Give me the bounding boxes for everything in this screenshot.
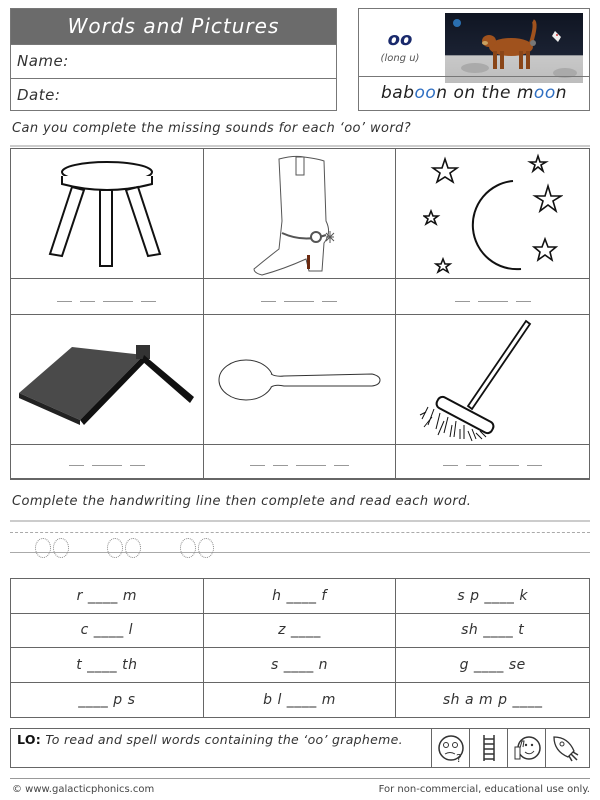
- stool-icon: [42, 154, 172, 274]
- word-cell[interactable]: z ____: [204, 614, 397, 649]
- picture-cell-boot: [204, 149, 397, 279]
- broom-icon: [418, 317, 568, 442]
- letter-blank: [250, 465, 265, 466]
- grapheme-cell: [359, 9, 441, 77]
- letter-blank: [141, 301, 156, 302]
- trace-letter-o: [125, 538, 141, 558]
- letter-blank: [103, 301, 133, 302]
- trace-letter-o: [35, 538, 51, 558]
- letter-blank: [455, 301, 470, 302]
- letter-blank: [273, 465, 288, 466]
- letter-blank: [130, 465, 145, 466]
- word-cell[interactable]: b l ____ m: [204, 683, 397, 718]
- word-cell[interactable]: s p ____ k: [396, 579, 589, 614]
- divider: [10, 145, 590, 147]
- caption-part: bab: [380, 83, 415, 103]
- picture-cell-stool: [11, 149, 204, 279]
- date-field[interactable]: [11, 78, 336, 112]
- footer-copyright: © www.galacticphonics.com: [12, 784, 155, 795]
- thumbs-up-face-icon[interactable]: [507, 729, 545, 767]
- footer-divider: [10, 778, 590, 779]
- caption-highlight: oo: [533, 83, 556, 103]
- letter-blank: [92, 465, 122, 466]
- learning-objective: [17, 731, 417, 748]
- caption: [359, 76, 589, 110]
- header-info-box: [10, 8, 337, 111]
- letter-blank: [334, 465, 349, 466]
- answer-dashes-stool[interactable]: [11, 279, 204, 315]
- instruction-1: Can you complete the missing sounds for each ‘oo’ word?: [12, 121, 412, 136]
- picture-cell-spoon: [204, 315, 397, 445]
- word-cell[interactable]: sh a m p ____: [442, 691, 543, 708]
- learning-objective-box: [10, 728, 590, 768]
- caption-part: n: [555, 83, 568, 103]
- answer-dashes-roof[interactable]: [11, 445, 204, 479]
- word-cell[interactable]: g ____ se: [396, 648, 589, 683]
- word-cell[interactable]: sh ____ t: [396, 614, 589, 649]
- word-cell[interactable]: s ____ n: [204, 648, 397, 683]
- letter-blank: [322, 301, 337, 302]
- word-cell[interactable]: c ____ l: [11, 614, 204, 649]
- letter-blank: [69, 465, 84, 466]
- roof-icon: [14, 325, 199, 435]
- letter-blank: [489, 465, 519, 466]
- rocket-icon[interactable]: [545, 729, 583, 767]
- word-cell[interactable]: h ____ f: [204, 579, 397, 614]
- answer-dashes-spoon[interactable]: [204, 445, 397, 479]
- letter-blank: [466, 465, 481, 466]
- midline: [10, 532, 590, 533]
- name-label: Name:: [17, 52, 69, 70]
- svg-text:?: ?: [455, 752, 462, 763]
- moon-icon: [423, 151, 563, 276]
- letter-blank: [516, 301, 531, 302]
- boot-icon: [234, 151, 364, 276]
- answer-dashes-boot[interactable]: [204, 279, 397, 315]
- letter-blank: [443, 465, 458, 466]
- grapheme-note: (long u): [380, 53, 420, 64]
- trace-letter-o: [198, 538, 214, 558]
- word-completion-table: [10, 578, 590, 718]
- baseline: [10, 552, 590, 553]
- word-cell[interactable]: t ____ th: [11, 648, 204, 683]
- divider: [10, 520, 590, 522]
- picture-cell-broom: [396, 315, 589, 445]
- letter-blank: [478, 301, 508, 302]
- footer-usage-note: For non-commercial, educational use only.: [378, 784, 590, 795]
- answer-dashes-broom[interactable]: [396, 445, 589, 479]
- letter-blank: [57, 301, 72, 302]
- lo-label: LO:: [17, 732, 42, 747]
- letter-blank: [80, 301, 95, 302]
- trace-letter-o: [53, 538, 69, 558]
- lo-text: To read and spell words containing the ‘oo’ grapheme.: [45, 732, 403, 747]
- letter-blank: [284, 301, 314, 302]
- date-label: Date:: [17, 86, 61, 104]
- picture-cell-roof: [11, 315, 204, 445]
- grapheme: oo: [387, 29, 413, 50]
- letter-blank: [296, 465, 326, 466]
- letter-blank: [527, 465, 542, 466]
- trace-letter-o: [180, 538, 196, 558]
- trace-letter-o: [107, 538, 123, 558]
- answer-dashes-moon[interactable]: [396, 279, 589, 315]
- picture-cell-moon: [396, 149, 589, 279]
- caption-highlight: oo: [414, 83, 437, 103]
- ladder-icon[interactable]: [469, 729, 507, 767]
- caption-part: n on the m: [436, 83, 534, 103]
- name-field[interactable]: [11, 44, 336, 78]
- picture-grid: [10, 148, 590, 480]
- word-cell[interactable]: r ____ m: [11, 579, 204, 614]
- baboon-moon-picture: [445, 13, 583, 83]
- letter-blank: [261, 301, 276, 302]
- handwriting-line[interactable]: [10, 532, 590, 554]
- instruction-2: Complete the handwriting line then complete and read each word.: [12, 494, 472, 509]
- spoon-icon: [214, 350, 384, 410]
- baboon-icon: [445, 13, 583, 83]
- page-title: Words and Pictures: [11, 9, 336, 44]
- grapheme-box: [358, 8, 590, 111]
- confused-face-icon[interactable]: [431, 729, 469, 767]
- word-cell[interactable]: ____ p s: [11, 683, 204, 718]
